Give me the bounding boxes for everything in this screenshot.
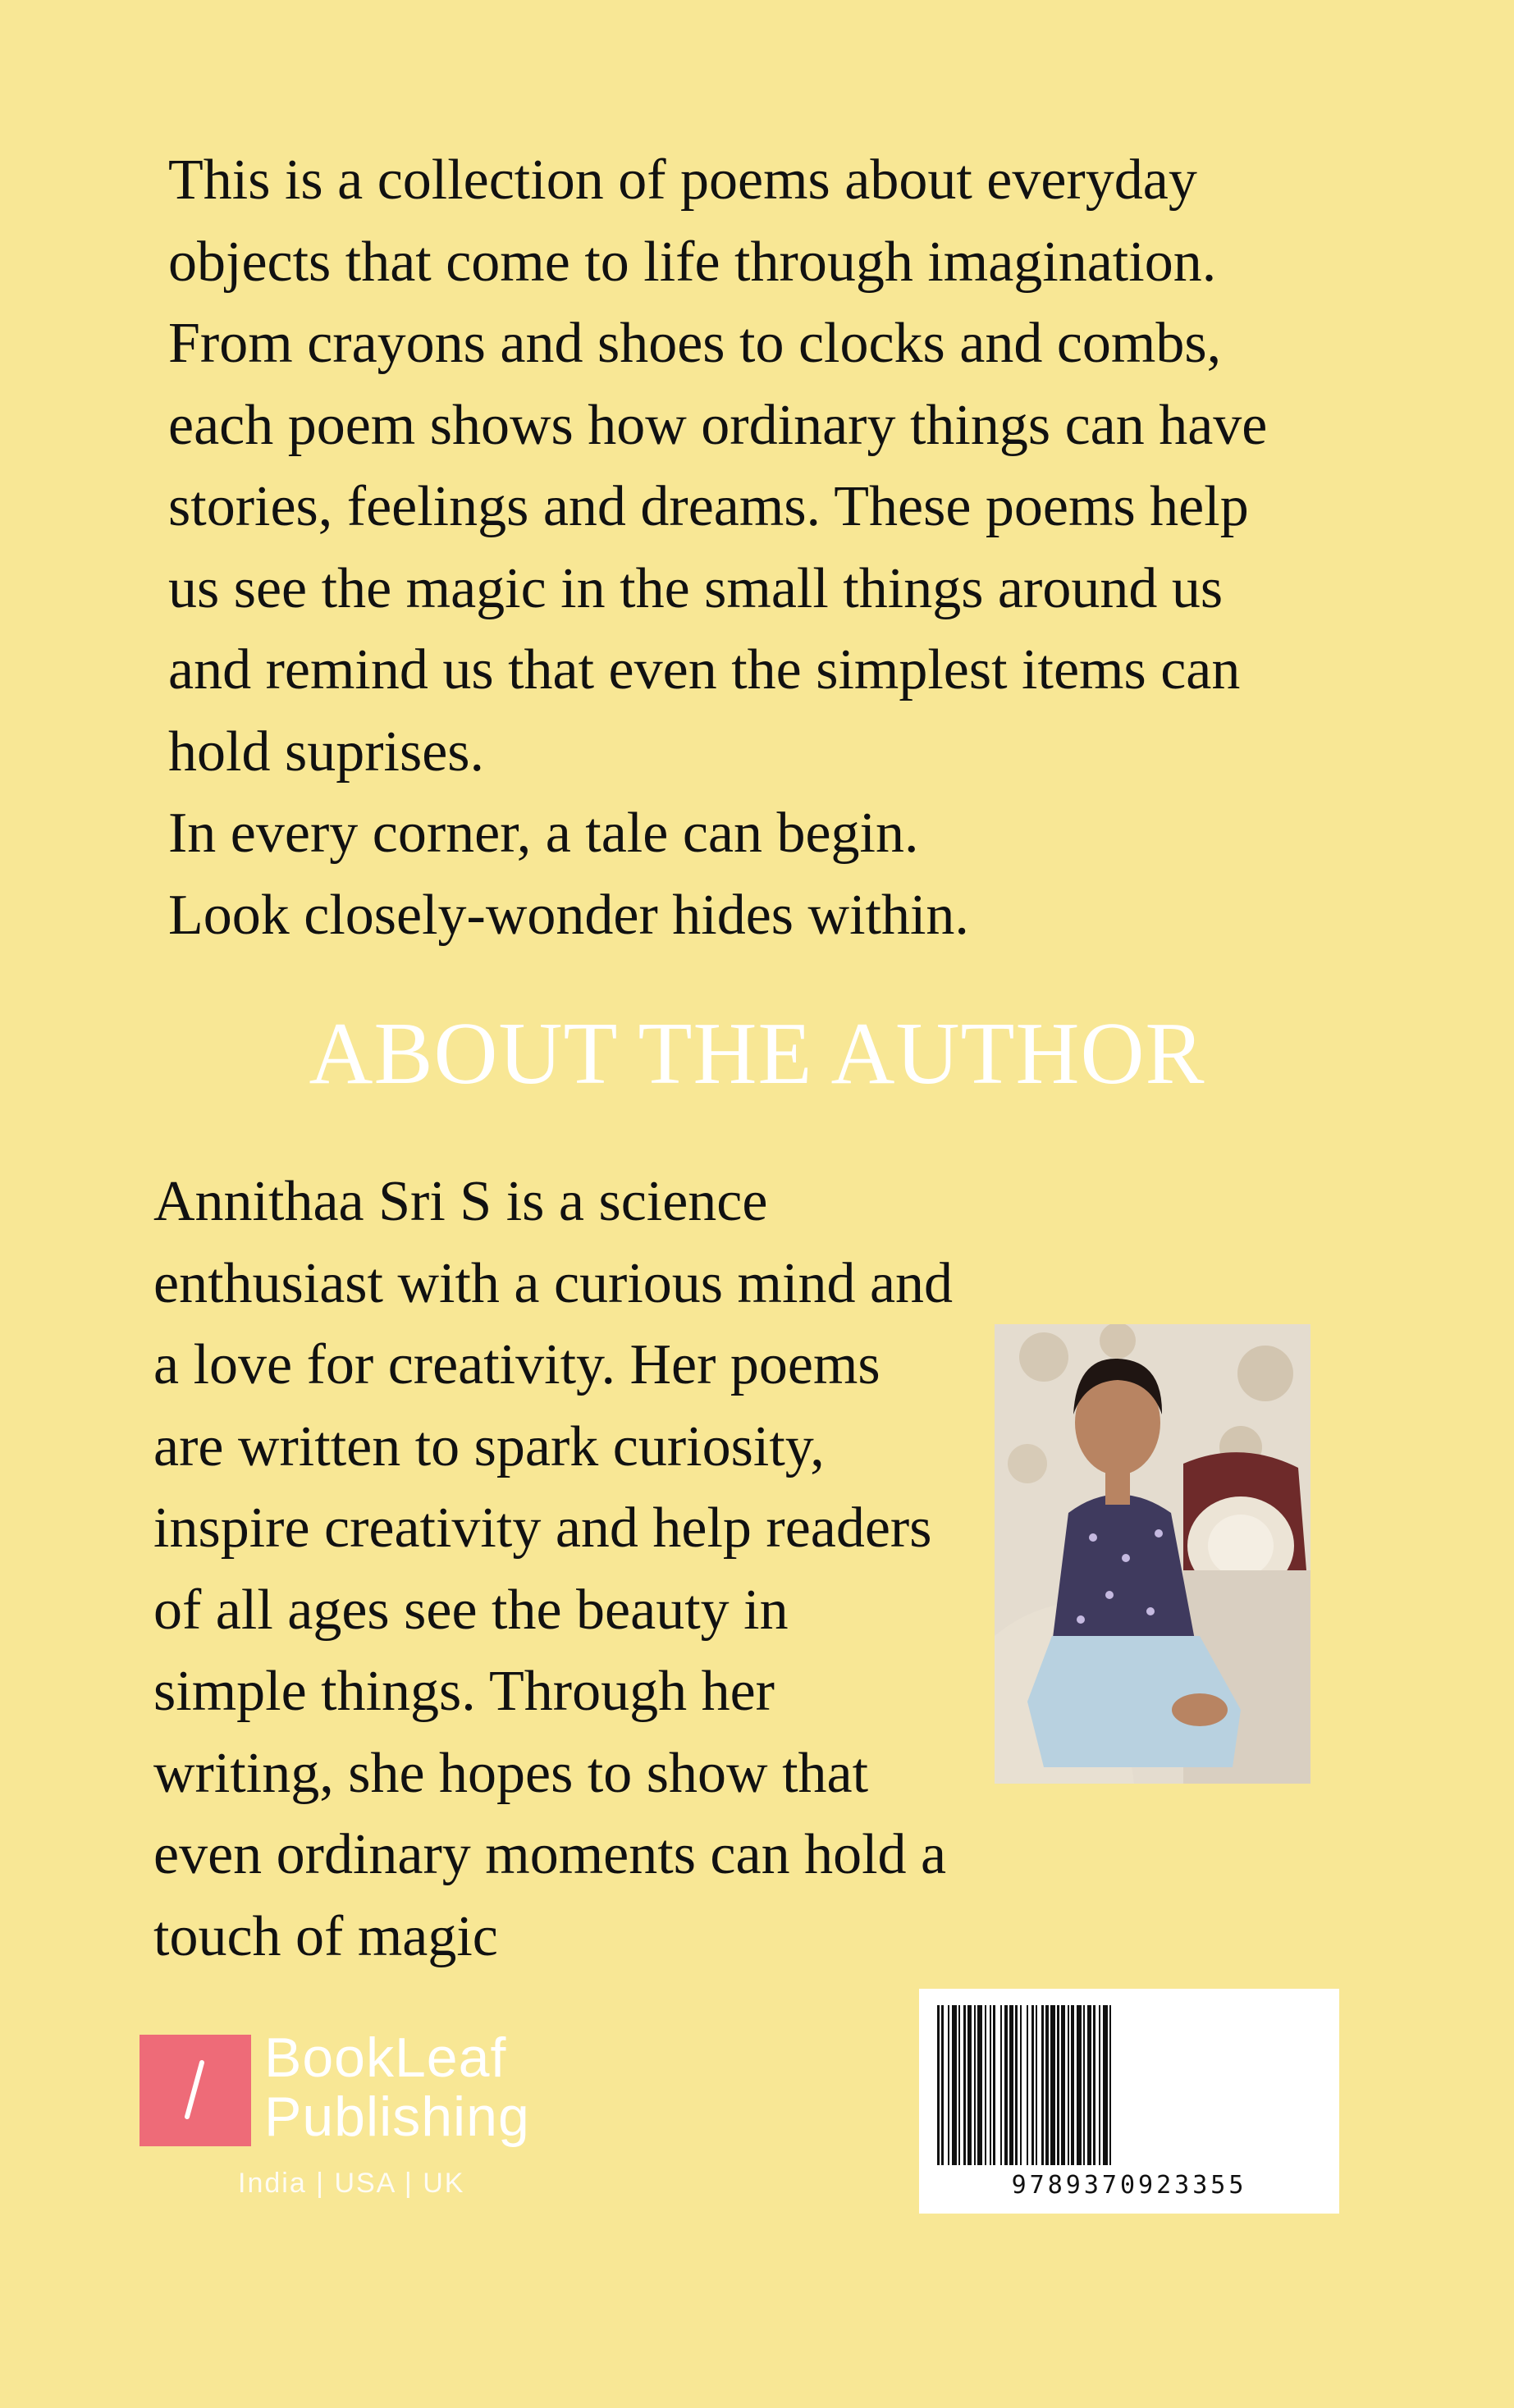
barcode-bar bbox=[1068, 2005, 1069, 2165]
barcode-bar bbox=[941, 2005, 944, 2165]
barcode-bar bbox=[1031, 2005, 1034, 2165]
author-photo-illustration bbox=[995, 1324, 1310, 1784]
barcode-bar bbox=[977, 2005, 982, 2165]
bio-line: Annithaa Sri S is a science bbox=[153, 1170, 768, 1233]
blurb-line: hold suprises. bbox=[168, 720, 484, 784]
isbn-barcode bbox=[919, 1989, 1339, 2214]
barcode-bar bbox=[1083, 2005, 1085, 2165]
blurb-line: This is a collection of poems about everyday bbox=[168, 149, 1197, 212]
blurb-line: Look closely-wonder hides within. bbox=[168, 883, 969, 947]
bio-line: even ordinary moments can hold a bbox=[153, 1823, 947, 1886]
barcode-bar bbox=[1057, 2005, 1059, 2165]
publisher-name-line2: Publishing bbox=[264, 2086, 530, 2148]
blurb-line: From crayons and shoes to clocks and combs, bbox=[168, 312, 1222, 375]
barcode-bar bbox=[1077, 2005, 1082, 2165]
barcode-bar bbox=[948, 2005, 949, 2165]
barcode-bar bbox=[1027, 2005, 1028, 2165]
barcode-bar bbox=[958, 2005, 960, 2165]
barcode-bar bbox=[1041, 2005, 1044, 2165]
bio-line: touch of magic bbox=[153, 1904, 498, 1968]
blurb-line: us see the magic in the small things around us bbox=[168, 556, 1224, 620]
barcode-bar bbox=[1061, 2005, 1065, 2165]
bio-line: a love for creativity. Her poems bbox=[153, 1333, 880, 1396]
bio-line: enthusiast with a curious mind and bbox=[153, 1251, 954, 1315]
blurb-line: and remind us that even the simplest items can bbox=[168, 638, 1241, 701]
barcode-bar bbox=[1093, 2005, 1095, 2165]
barcode-bar bbox=[1036, 2005, 1037, 2165]
blurb-line: each poem shows how ordinary things can have bbox=[168, 393, 1268, 457]
barcode-bar bbox=[963, 2005, 966, 2165]
barcode-bar bbox=[1103, 2005, 1108, 2165]
bio-line: writing, she hopes to show that bbox=[153, 1741, 869, 1805]
barcode-bar bbox=[974, 2005, 976, 2165]
barcode-bar bbox=[1071, 2005, 1074, 2165]
bio-line: are written to spark curiosity, bbox=[153, 1414, 825, 1478]
blurb-line: In every corner, a tale can begin. bbox=[168, 802, 919, 865]
bio-line: of all ages see the beauty in bbox=[153, 1578, 789, 1642]
barcode-bar bbox=[1015, 2005, 1018, 2165]
book-blurb bbox=[168, 139, 1432, 956]
barcode-bar bbox=[1020, 2005, 1022, 2165]
publisher-name bbox=[264, 2028, 530, 2146]
author-bio bbox=[153, 1161, 1023, 1977]
barcode-bar bbox=[985, 2005, 986, 2165]
barcode-bar bbox=[990, 2005, 991, 2165]
bio-line: inspire creativity and help readers bbox=[153, 1496, 932, 1560]
barcode-bar bbox=[1099, 2005, 1100, 2165]
barcode-bar bbox=[967, 2005, 972, 2165]
barcode-bar bbox=[1087, 2005, 1091, 2165]
publisher-regions: India | USA | UK bbox=[238, 2168, 465, 2199]
about-author-heading: ABOUT THE AUTHOR bbox=[309, 1005, 1205, 1103]
blurb-line: stories, feelings and dreams. These poems help bbox=[168, 475, 1249, 538]
bookleaf-publishing-logo bbox=[140, 2026, 566, 2215]
barcode-bar bbox=[937, 2005, 940, 2165]
barcode-bar bbox=[952, 2005, 957, 2165]
barcode-bar bbox=[1109, 2005, 1111, 2165]
barcode-bar bbox=[1004, 2005, 1008, 2165]
logo-mark-icon bbox=[140, 2035, 251, 2146]
bio-line: simple things. Through her bbox=[153, 1660, 775, 1723]
barcode-bars bbox=[937, 2005, 1321, 2165]
barcode-bar bbox=[1045, 2005, 1049, 2165]
blurb-line: objects that come to life through imagination. bbox=[168, 230, 1217, 294]
barcode-bar bbox=[1000, 2005, 1002, 2165]
barcode-bar bbox=[1009, 2005, 1013, 2165]
publisher-name-line1: BookLeaf bbox=[264, 2026, 507, 2089]
isbn-number: 9789370923355 bbox=[1011, 2171, 1247, 2200]
barcode-bar bbox=[993, 2005, 995, 2165]
author-photo bbox=[995, 1324, 1310, 1784]
barcode-bar bbox=[1050, 2005, 1055, 2165]
